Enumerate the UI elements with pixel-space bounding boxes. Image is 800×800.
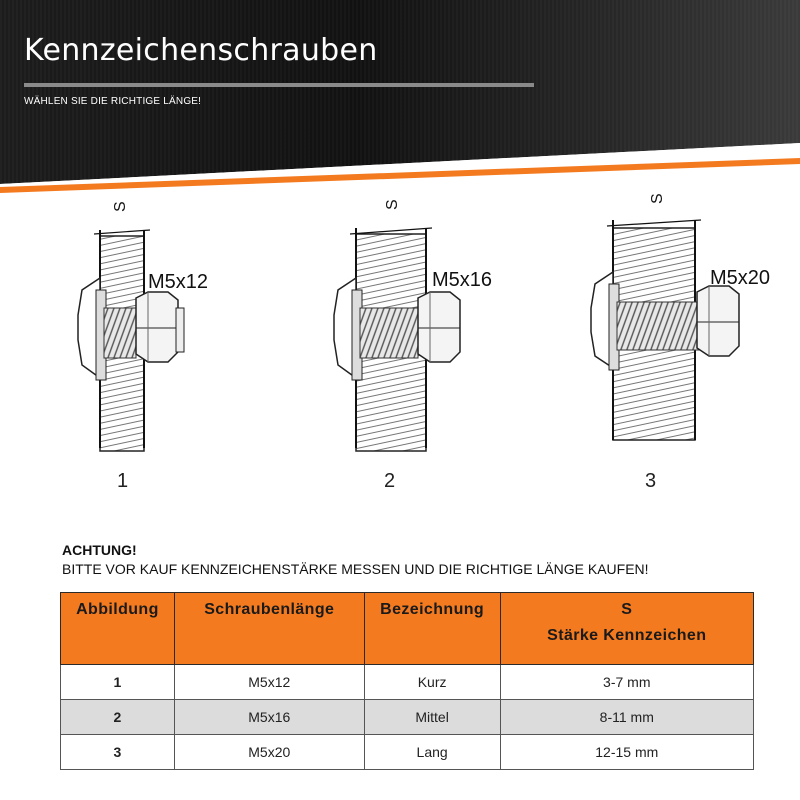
length-table (60, 592, 754, 770)
figure-2-label: M5x16 (432, 269, 493, 291)
cell-bezeichnung: Lang (364, 735, 500, 770)
header-staerke (500, 593, 753, 665)
figure-1-label: M5x12 (148, 271, 209, 293)
figure-2 (334, 228, 460, 451)
figure-2-dim-label: S (384, 199, 401, 210)
figure-3-dim-label: S (649, 193, 666, 204)
cell-schraubenlaenge: M5x16 (174, 700, 364, 735)
cell-schraubenlaenge: M5x20 (174, 735, 364, 770)
cell-bezeichnung: Kurz (364, 665, 500, 700)
page-subtitle: WÄHLEN SIE DIE RICHTIGE LÄNGE! (24, 96, 202, 107)
figure-3-label: M5x20 (710, 267, 771, 289)
cell-staerke: 8-11 mm (500, 700, 753, 735)
screw-diagrams (0, 190, 800, 510)
table-row (61, 700, 754, 735)
title-underline (24, 83, 534, 87)
figure-1 (78, 230, 184, 451)
figure-1-dim-label: S (112, 201, 129, 212)
table-row (61, 735, 754, 770)
cell-abbildung: 3 (61, 735, 175, 770)
header-staerke-kennzeichen: Stärke Kennzeichen (547, 627, 707, 644)
header-bezeichnung: Bezeichnung (364, 593, 500, 665)
figure-1-number: 1 (117, 470, 129, 492)
cell-bezeichnung: Mittel (364, 700, 500, 735)
header-abbildung: Abbildung (61, 593, 175, 665)
warning-title: ACHTUNG! (62, 542, 137, 558)
cell-abbildung: 1 (61, 665, 175, 700)
header-banner (0, 0, 800, 200)
figure-3 (591, 220, 739, 440)
cell-schraubenlaenge: M5x12 (174, 665, 364, 700)
cell-staerke: 3-7 mm (500, 665, 753, 700)
warning-block (62, 541, 649, 579)
figure-3-number: 3 (645, 470, 657, 492)
header-schraubenlaenge: Schraubenlänge (174, 593, 364, 665)
warning-text: BITTE VOR KAUF KENNZEICHENSTÄRKE MESSEN UND DIE RICHTIGE LÄNGE KAUFEN! (62, 561, 649, 577)
cell-staerke: 12-15 mm (500, 735, 753, 770)
figure-2-number: 2 (384, 470, 396, 492)
page-title: Kennzeichenschrauben (24, 33, 378, 68)
table-row (61, 665, 754, 700)
header-s: S (621, 601, 633, 618)
cell-abbildung: 2 (61, 700, 175, 735)
table-header-row (61, 593, 754, 665)
